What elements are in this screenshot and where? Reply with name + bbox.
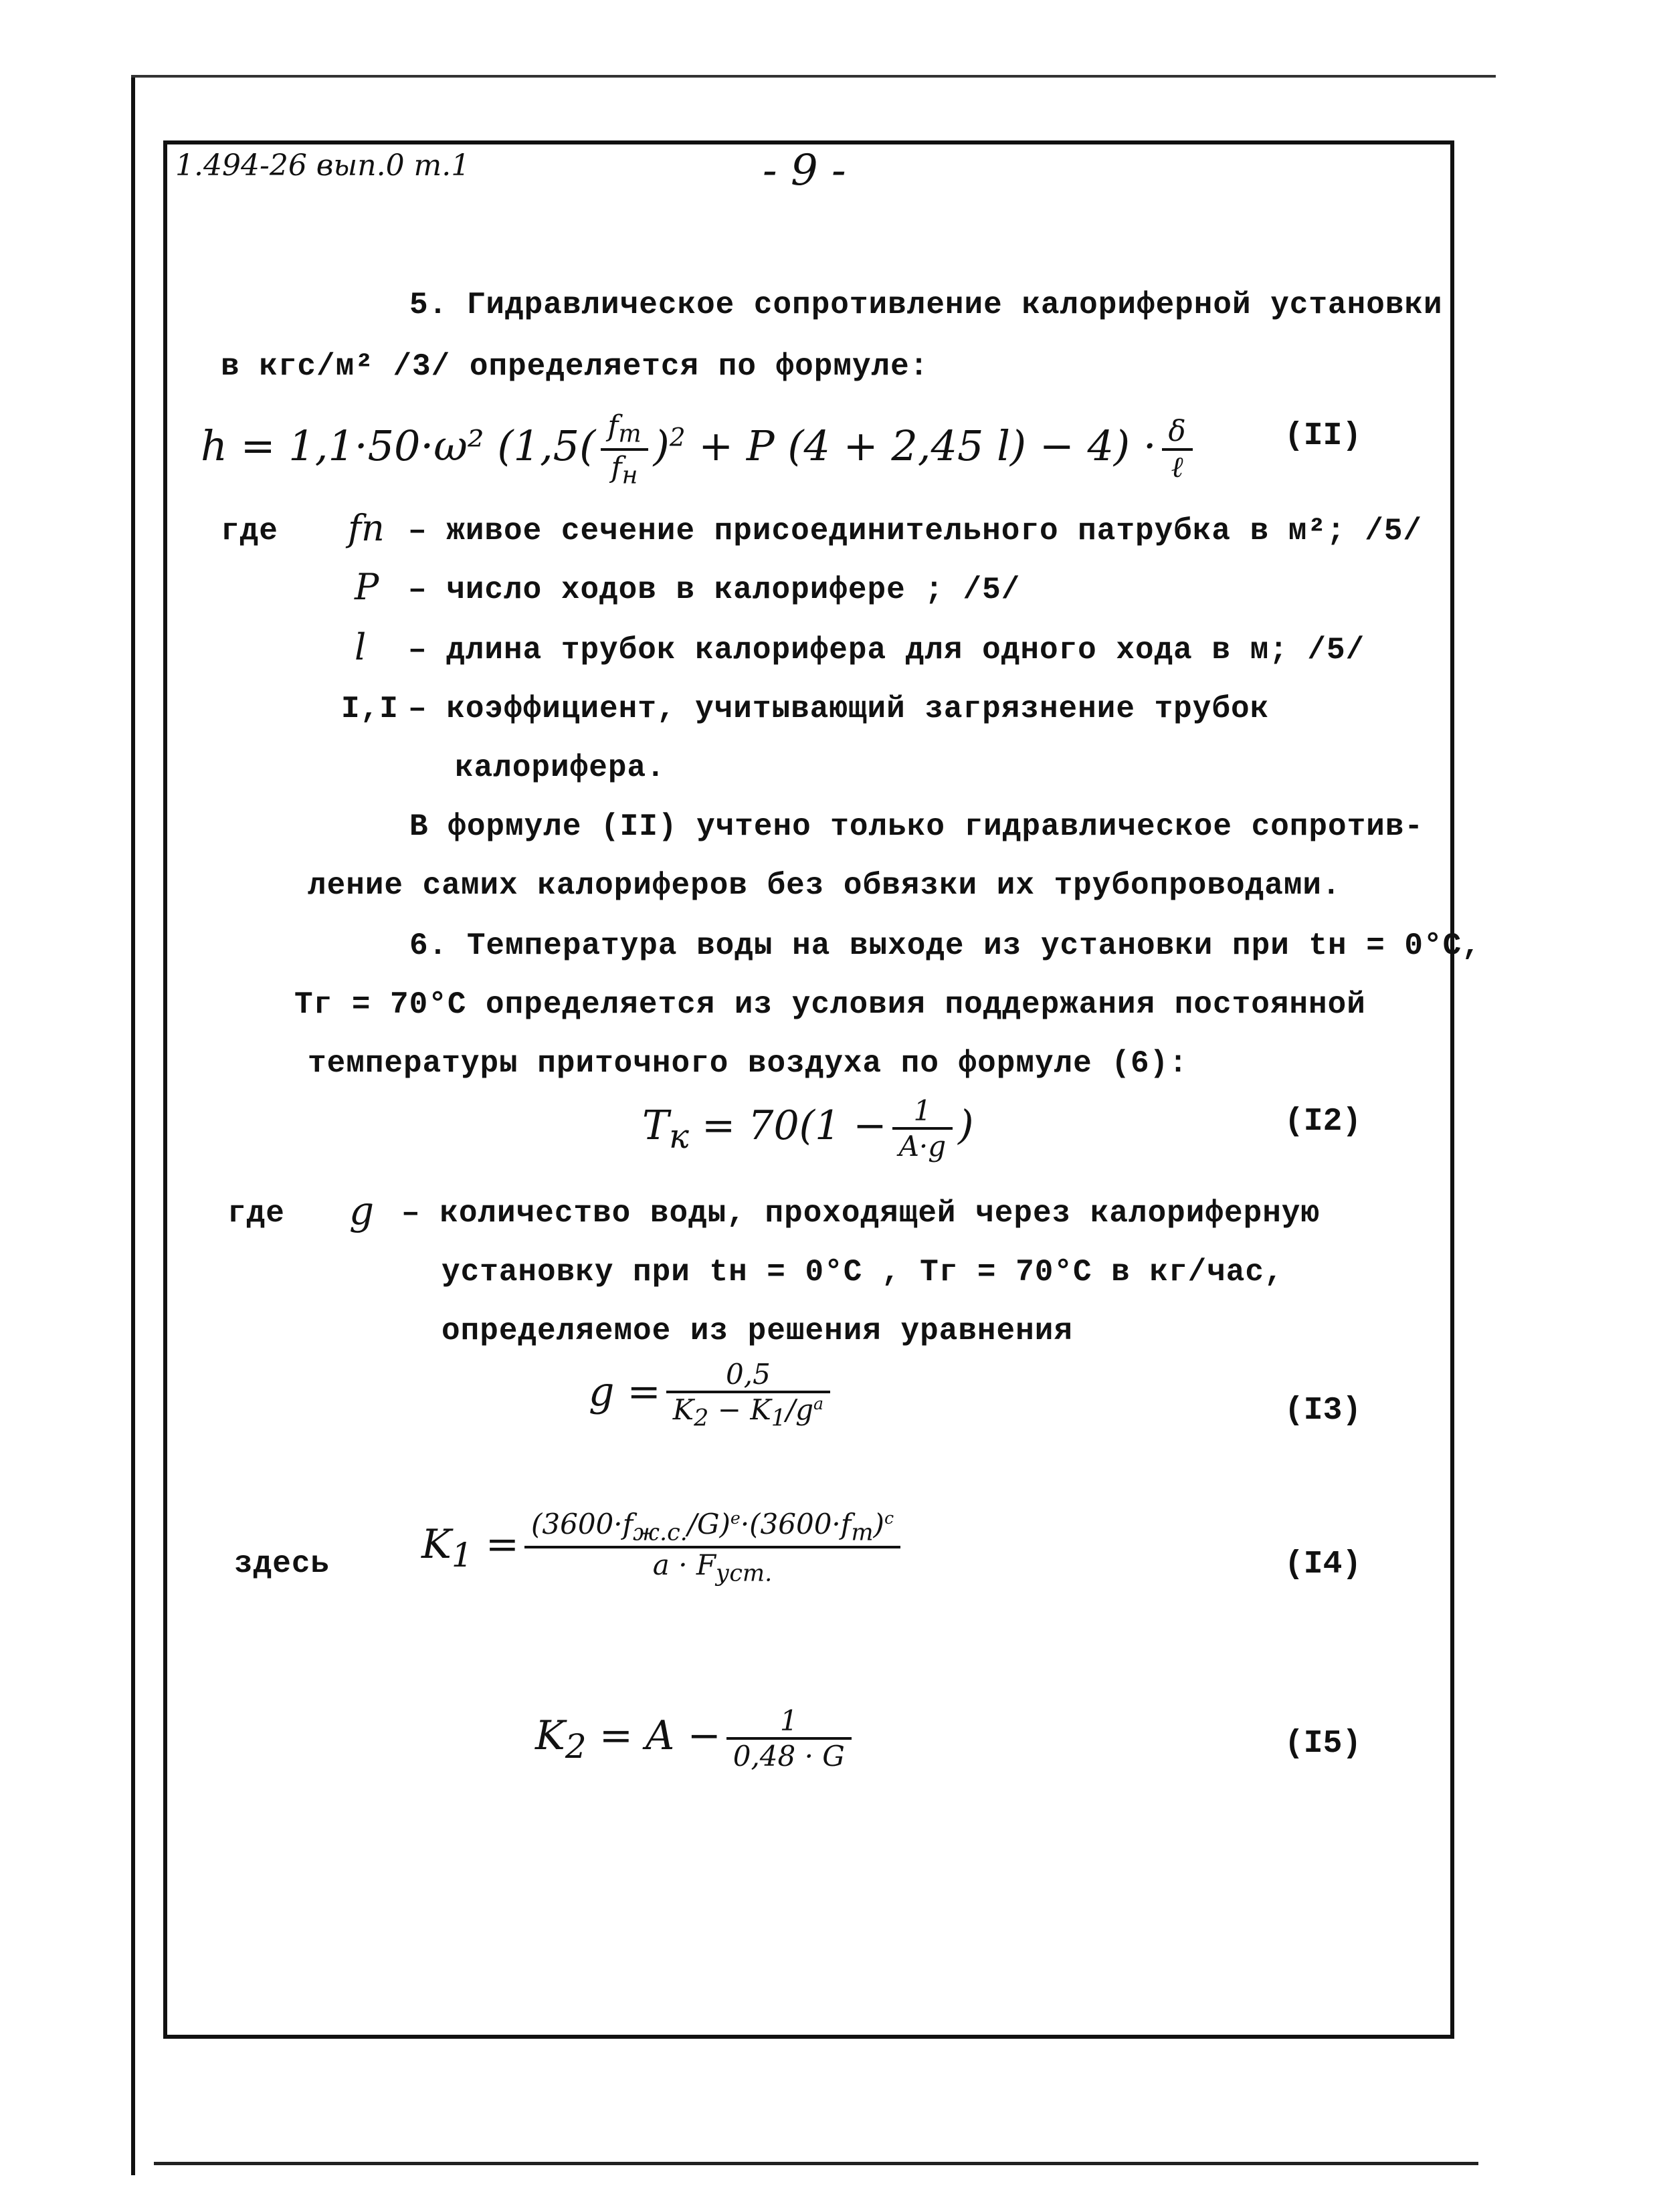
formula-15: $K_2 = A$ − $\frac{1}{0,48 \cdot G}$	[535, 1704, 857, 1773]
def-text-coef: – коэффициент, учитывающий загрязнение трубок	[408, 692, 1270, 726]
def-text-fp: – живое сечение присоединительного патрубка в м²; /5/	[408, 514, 1423, 548]
note-line1: В формуле (II) учтено только гидравлическое сопротив-	[409, 809, 1424, 844]
formula-15-number: (I5)	[1284, 1726, 1362, 1762]
where-label-1: где	[221, 514, 278, 548]
formula-15-fraction: $\frac{1}{0,48 \cdot G}$	[726, 1704, 852, 1773]
g-def-line1: – количество воды, проходящей через калориферную	[401, 1196, 1321, 1231]
here-label: здесь	[234, 1546, 330, 1581]
page-number: - 9 -	[763, 146, 846, 195]
formula-14-fraction: $\frac{(3600\cdot f_{ж.с.}/G)^e\cdot(3600\cdot f_т)^c}{a \cdot F_{уст.}}$	[524, 1508, 900, 1587]
formula-12-number: (I2)	[1284, 1104, 1362, 1140]
g-def-line2: установку при tн = 0°С , Tг = 70°С в кг/час,	[442, 1255, 1284, 1290]
def-symbol-p: P	[355, 566, 379, 608]
outer-border-top	[131, 75, 1496, 78]
g-def-line3: определяемое из решения уравнения	[442, 1314, 1073, 1348]
formula-11-delta-fraction: $\frac{\delta}{\text{ℓ}}$	[1162, 415, 1193, 484]
def-symbol-fp: fп	[348, 507, 385, 549]
def-text-p: – число ходов в калорифере ; /5/	[408, 573, 1021, 607]
formula-12-fraction: $\frac{1}{A\cdot g}$	[892, 1094, 953, 1163]
def-text-l: – длина трубок калорифера для одного хода в м; /5/	[408, 633, 1365, 668]
section6-line3: температуры приточного воздуха по формуле (6):	[308, 1046, 1188, 1081]
formula-13: g = $\frac{0,5}{K_2 - K_1/g^a}$	[589, 1358, 836, 1431]
formula-11-fraction: $\frac{f_т}{f_н}$	[601, 409, 648, 489]
formula-12: $T_к = 70(1$ − $\frac{1}{A\cdot g}$ )	[642, 1094, 974, 1163]
formula-13-number: (I3)	[1284, 1393, 1362, 1429]
document-code: 1.494-26 вып.0 т.1	[175, 148, 470, 183]
def-symbol-coef: I,I	[341, 692, 399, 726]
outer-border-left	[131, 75, 135, 2175]
note-line2: ление самих калориферов без обвязки их трубопроводами.	[308, 868, 1341, 903]
section5-line1: 5. Гидравлическое сопротивление калориферной установки	[409, 288, 1443, 322]
def-text-coef-cont: калорифера.	[455, 750, 666, 785]
formula-11-number: (II)	[1284, 418, 1362, 454]
formula-13-fraction: $\frac{0,5}{K_2 - K_1/g^a}$	[666, 1358, 830, 1431]
formula-14-number: (I4)	[1284, 1546, 1362, 1583]
formula-14: $K_1$ = $\frac{(3600\cdot f_{ж.с.}/G)^e\cdot(3600\cdot f_т)^c}{a \cdot F_{уст.}}$	[421, 1508, 906, 1587]
def-symbol-l: l	[355, 626, 367, 668]
section6-line2: Tг = 70°С определяется из условия поддержания постоянной	[294, 987, 1366, 1022]
section5-line2: в кгс/м² /3/ определяется по формуле:	[221, 349, 929, 384]
where-label-2: где	[227, 1196, 285, 1231]
formula-11: h = 1,1·50·ω² (1,5( $\frac{f_т}{f_н}$ )$^2$ + P (4 + 2,45 l) − 4) · $\frac{\delta}{\text{ℓ}}$	[201, 409, 1198, 489]
outer-border-bottom	[154, 2162, 1478, 2165]
section6-line1: 6. Температура воды на выходе из установки при tн = 0°С,	[409, 928, 1481, 963]
def-symbol-g: g	[349, 1188, 375, 1233]
